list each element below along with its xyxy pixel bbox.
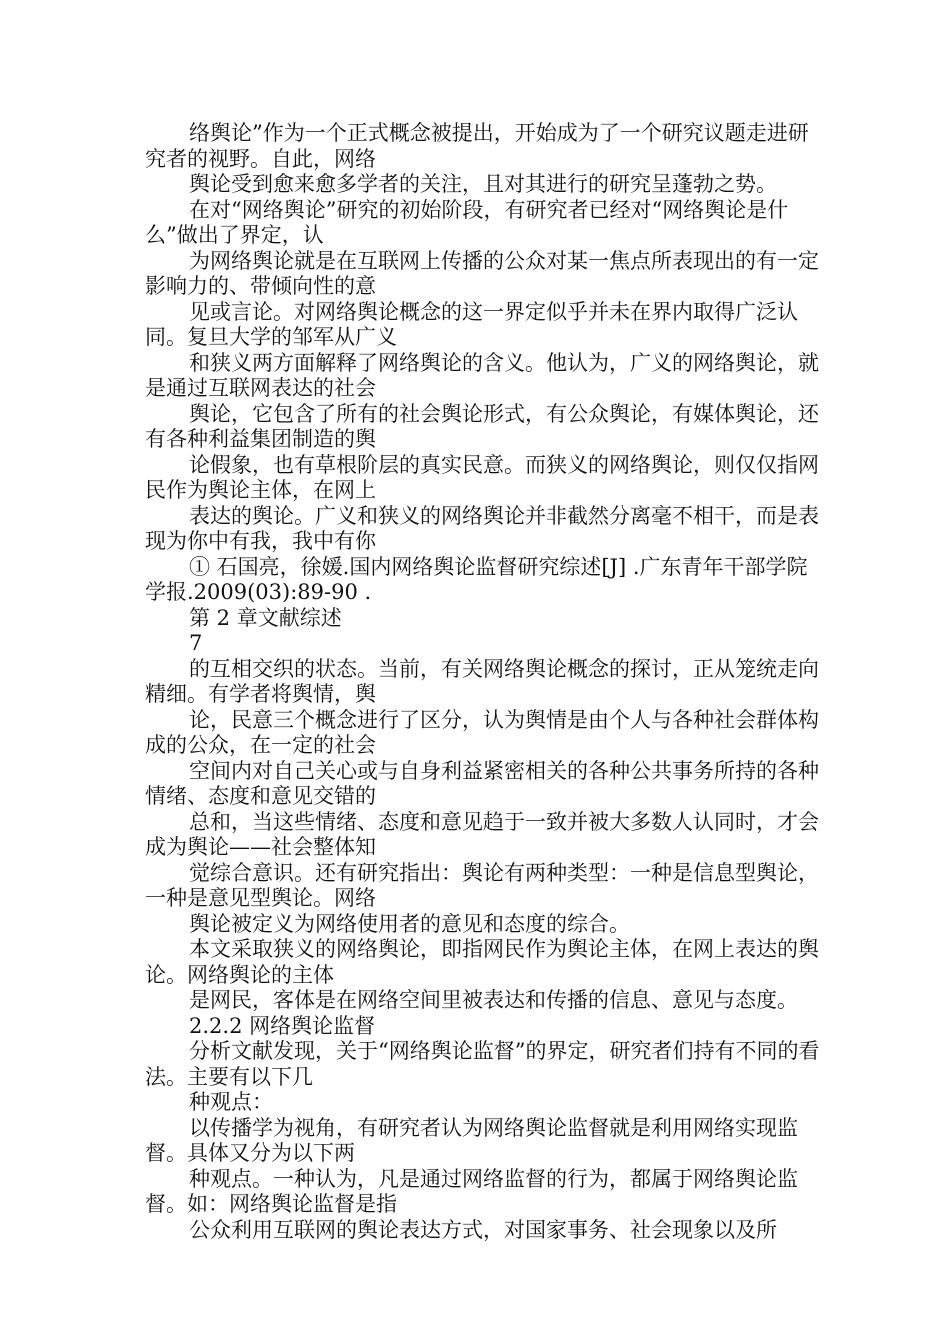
paragraph: 分析文献发现，关于“网络舆论监督”的界定，研究者们持有不同的看法。主要有以下几 — [145, 1039, 820, 1089]
paragraph: 空间内对自己关心或与自身利益紧密相关的各种公共事务所持的各种情绪、态度和意见交错的 — [145, 758, 819, 808]
paragraph: 舆论被定义为网络使用者的意见和态度的综合。 — [189, 911, 630, 936]
paragraph: 在对“网络舆论”研究的初始阶段，有研究者已经对“网络舆论是什么”做出了界定，认 — [145, 197, 789, 247]
paragraph: 表达的舆论。广义和狭义的网络舆论并非截然分离毫不相干，而是表现为你中有我，我中有你 — [145, 503, 819, 553]
paragraph: 种观点： — [189, 1090, 273, 1114]
paragraph: 总和，当这些情绪、态度和意见趋于一致并被大多数人认同时，才会成为舆论——社会整体知 — [145, 809, 819, 859]
paragraph: 为网络舆论就是在互联网上传播的公众对某一焦点所表现出的有一定影响力的、带倾向性的意 — [145, 248, 819, 298]
paragraph: 本文采取狭义的网络舆论，即指网民作为舆论主体，在网上表达的舆论。网络舆论的主体 — [145, 937, 819, 987]
running-header: 第 2 章文献综述 — [189, 605, 342, 630]
paragraph: 论假象，也有草根阶层的真实民意。而狭义的网络舆论，则仅仅指网民作为舆论主体，在网上 — [145, 452, 819, 502]
paragraph: 公众利用互联网的舆论表达方式，对国家事务、社会现象以及所 — [189, 1217, 777, 1242]
paragraph: 是网民，客体是在网络空间里被表达和传播的信息、意见与态度。 — [189, 988, 798, 1012]
paragraph: 的互相交织的状态。当前，有关网络舆论概念的探讨，正从笼统走向精细。有学者将舆情，舆 — [145, 656, 819, 706]
document-body — [145, 121, 825, 1243]
paragraph: 和狭义两方面解释了网络舆论的含义。他认为，广义的网络舆论，就是通过互联网表达的社会 — [145, 350, 819, 400]
paragraph: 以传播学为视角，有研究者认为网络舆论监督就是利用网络实现监督。具体又分为以下两 — [145, 1115, 798, 1165]
footnote: ① 石国亮，徐媛.国内网络舆论监督研究综述[J] .广东青年干部学院学报.2009(03):89-90 . — [145, 554, 808, 604]
paragraph: 种观点。一种认为，凡是通过网络监督的行为，都属于网络舆论监督。如：网络舆论监督是指 — [145, 1166, 798, 1216]
paragraph: 舆论受到愈来愈多学者的关注，且对其进行的研究呈蓬勃之势。 — [189, 172, 777, 196]
paragraph: 觉综合意识。还有研究指出：舆论有两种类型：一种是信息型舆论，一种是意见型舆论。网络 — [145, 860, 819, 910]
paragraph: 舆论，它包含了所有的社会舆论形式，有公众舆论，有媒体舆论，还有各种利益集团制造的舆 — [145, 401, 819, 451]
paragraph: 络舆论”作为一个正式概念被提出，开始成为了一个研究议题走进研究者的视野。自此，网络 — [145, 121, 809, 171]
paragraph: 见或言论。对网络舆论概念的这一界定似乎并未在界内取得广泛认同。复旦大学的邹军从广义 — [145, 299, 798, 349]
page-number: 7 — [189, 631, 203, 655]
paragraph: 论，民意三个概念进行了区分，认为舆情是由个人与各种社会群体构成的公众，在一定的社会 — [145, 707, 819, 757]
section-heading: 2.2.2 网络舆论监督 — [189, 1013, 376, 1038]
